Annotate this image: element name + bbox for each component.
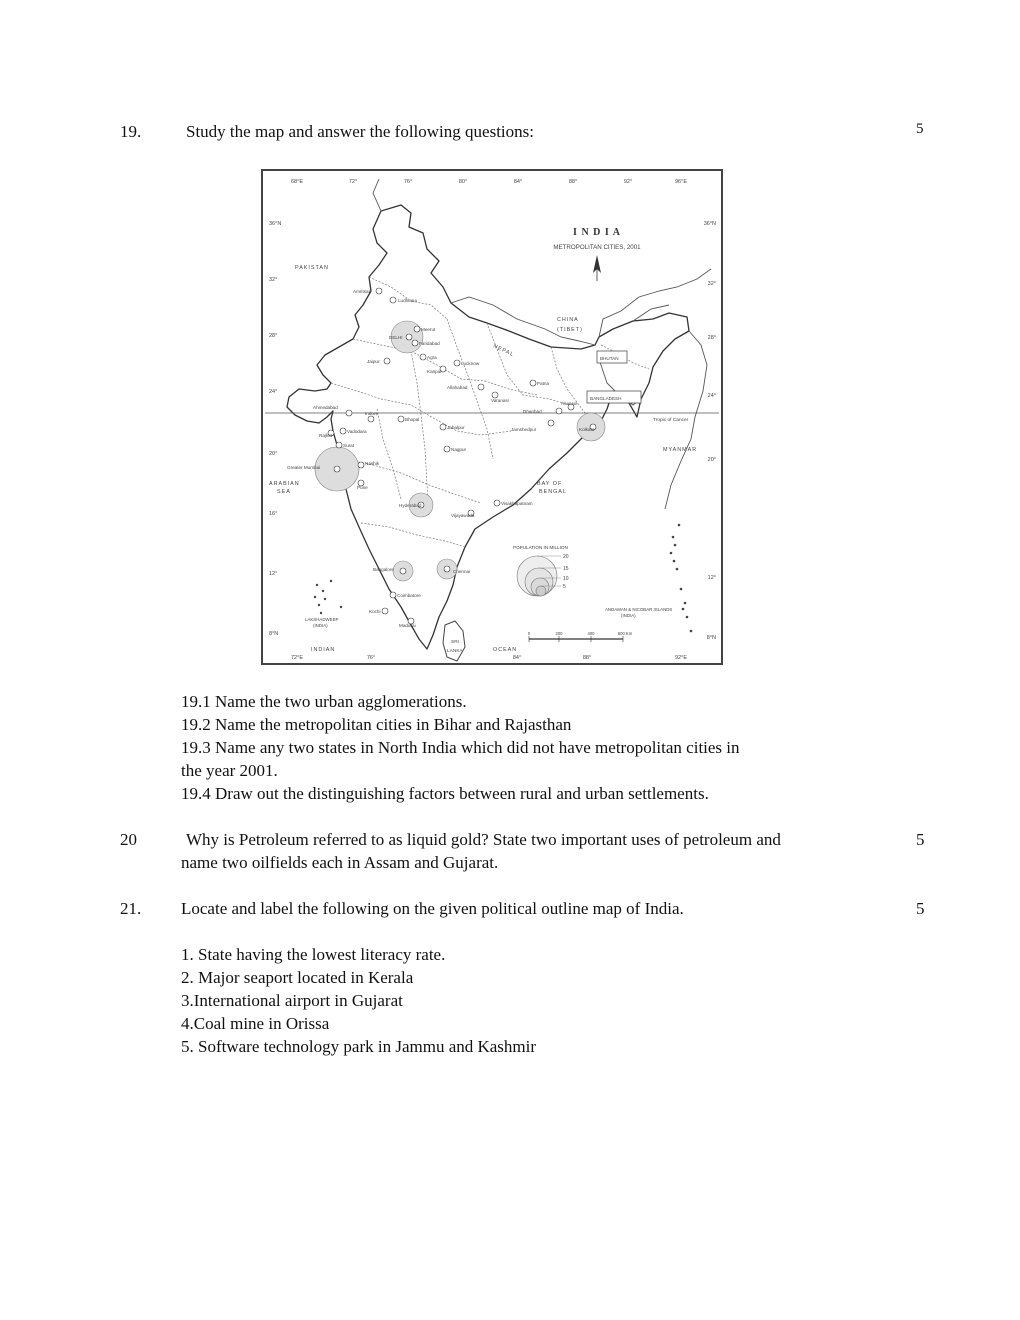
country-label: MYANMAR bbox=[663, 447, 698, 453]
city-label: Allahabad bbox=[447, 385, 468, 390]
sea-label: INDIAN bbox=[311, 647, 336, 653]
tick-right: 36°N bbox=[703, 221, 716, 227]
city-label: Chennai bbox=[453, 569, 471, 574]
city-label: Greater Mumbai bbox=[287, 465, 321, 470]
tick-left: 8°N bbox=[269, 631, 279, 637]
scale-label: 0 bbox=[527, 631, 531, 636]
city-label: Faridabad bbox=[419, 341, 440, 346]
city-label: Madurai bbox=[399, 623, 416, 628]
legend-title: POPULATION IN MILLION bbox=[513, 545, 568, 550]
tick-top: 96°E bbox=[675, 179, 687, 185]
city-label: Bangalore bbox=[373, 567, 394, 572]
tick-bottom: 88° bbox=[582, 655, 592, 661]
scale-label: 200 bbox=[555, 631, 563, 636]
city-label: Ludhiana bbox=[398, 298, 417, 303]
city-label: Hyderabad bbox=[399, 503, 422, 508]
tick-right: 12° bbox=[707, 575, 716, 581]
country-label: (TIBET) bbox=[557, 327, 583, 333]
tick-top: 80° bbox=[458, 179, 468, 185]
tick-top: 72° bbox=[348, 179, 358, 185]
map-subtitle: METROPOLITAN CITIES, 2001 bbox=[553, 244, 641, 251]
city-label: Lucknow bbox=[461, 361, 480, 366]
sea-label: SEA bbox=[277, 489, 291, 495]
city-label: Varanasi bbox=[491, 398, 509, 403]
sea-label: BAY OF bbox=[537, 481, 563, 487]
city-label: Jabalpur bbox=[447, 425, 465, 430]
island-label: LAKSHADWEEP bbox=[305, 617, 339, 622]
country-label: BANGLADESH bbox=[590, 396, 622, 401]
tick-left: 24° bbox=[269, 389, 278, 395]
scale-label: 600 Km bbox=[617, 631, 633, 636]
question-19-number: 19. bbox=[120, 122, 142, 141]
city-label: Kolkata bbox=[579, 427, 595, 432]
city-label: Ahmedabad bbox=[313, 405, 338, 410]
city-label: Indore bbox=[365, 411, 379, 416]
legend-circle-5 bbox=[536, 586, 546, 596]
question-19-1: 19.1 Name the two urban agglomerations. bbox=[181, 692, 467, 711]
question-21-item-2: 2. Major seaport located in Kerala bbox=[181, 968, 414, 987]
sea-label: ARABIAN bbox=[269, 481, 300, 487]
tick-bottom: 84° bbox=[512, 655, 522, 661]
question-20-line2: name two oilfields each in Assam and Gujarat. bbox=[181, 853, 499, 872]
question-21-item-5: 5. Software technology park in Jammu and Kashmir bbox=[181, 1037, 537, 1056]
island-label: ANDAMAN & NICOBAR ISLANDS bbox=[605, 607, 673, 612]
question-20-line1: Why is Petroleum referred to as liquid gold? State two important uses of petroleum and bbox=[186, 830, 781, 849]
tick-top: 84° bbox=[513, 179, 523, 185]
city-label: Vijayawada bbox=[451, 513, 475, 518]
tick-right: 32° bbox=[707, 281, 716, 287]
city-label: Surat bbox=[343, 443, 354, 448]
question-19-text: Study the map and answer the following questions: bbox=[186, 122, 534, 141]
city-label: Patna bbox=[537, 381, 550, 386]
question-21-text: Locate and label the following on the given political outline map of India. bbox=[181, 899, 684, 918]
tick-top: 76° bbox=[403, 179, 413, 185]
city-label: Visakhapatnam bbox=[501, 501, 533, 506]
question-19-2: 19.2 Name the metropolitan cities in Bihar and Rajasthan bbox=[181, 715, 572, 734]
city-label: Agra bbox=[427, 355, 437, 360]
question-21-item-1: 1. State having the lowest literacy rate. bbox=[181, 945, 446, 964]
tick-left: 20° bbox=[269, 451, 278, 457]
scale-label: 400 bbox=[587, 631, 595, 636]
tick-left: 36°N bbox=[269, 221, 282, 227]
question-21-item-4: 4.Coal mine in Orissa bbox=[181, 1014, 330, 1033]
tick-right: 28° bbox=[707, 335, 716, 341]
island-label: (INDIA) bbox=[621, 613, 636, 618]
question-20-marks: 5 bbox=[916, 830, 925, 849]
city-label: Jamshedpur bbox=[511, 427, 537, 432]
question-19-3-continued: the year 2001. bbox=[181, 761, 278, 780]
city-label: Nagpur bbox=[451, 447, 467, 452]
tick-right: 20° bbox=[707, 457, 716, 463]
city-label: Jaipur bbox=[367, 359, 380, 364]
city-label: Vadodara bbox=[347, 429, 367, 434]
city-label: Rajkot bbox=[319, 433, 333, 438]
question-20-number: 20 bbox=[120, 830, 137, 849]
city-label: Bhopal bbox=[405, 417, 420, 422]
legend-value: 5 bbox=[563, 584, 566, 590]
map-title: I N D I A bbox=[573, 227, 621, 238]
tick-bottom: 92°E bbox=[675, 655, 687, 661]
country-label: SRI bbox=[451, 640, 459, 645]
question-19-4: 19.4 Draw out the distinguishing factors between rural and urban settlements. bbox=[181, 784, 709, 803]
city-label: Kochi bbox=[369, 609, 381, 614]
sea-label: OCEAN bbox=[493, 647, 518, 653]
question-21-marks: 5 bbox=[916, 899, 925, 918]
city-label: DELHI bbox=[389, 335, 403, 340]
legend-value: 15 bbox=[563, 566, 569, 572]
tick-left: 28° bbox=[269, 333, 278, 339]
country-label: NEPAL bbox=[492, 343, 515, 359]
city-label: Meerut bbox=[421, 327, 436, 332]
city-label: Nashik bbox=[365, 461, 380, 466]
tick-right: 24° bbox=[707, 393, 716, 399]
tick-left: 12° bbox=[269, 571, 278, 577]
country-label: CHINA bbox=[557, 317, 579, 323]
question-19-marks: 5 bbox=[916, 121, 924, 137]
tick-left: 16° bbox=[269, 511, 278, 517]
country-label: BHUTAN bbox=[600, 356, 619, 361]
city-label: Asansol bbox=[561, 401, 578, 406]
question-19-3: 19.3 Name any two states in North India which did not have metropolitan cities in bbox=[181, 738, 740, 757]
tick-left: 32° bbox=[269, 277, 278, 283]
country-label: LANKA bbox=[447, 649, 463, 654]
city-label: Kanpur bbox=[427, 369, 442, 374]
legend-value: 10 bbox=[563, 576, 569, 582]
tick-bottom: 72°E bbox=[291, 655, 303, 661]
city-label: Dhanbad bbox=[523, 409, 542, 414]
tick-bottom: 76° bbox=[366, 655, 376, 661]
tick-top: 68°E bbox=[291, 179, 303, 185]
question-21-number: 21. bbox=[120, 899, 142, 918]
tick-right: 8°N bbox=[706, 635, 716, 641]
question-21-item-3: 3.International airport in Gujarat bbox=[181, 991, 403, 1010]
tick-top: 88° bbox=[568, 179, 578, 185]
sea-label: BENGAL bbox=[539, 489, 567, 495]
tropic-label: Tropic of Cancer bbox=[653, 418, 689, 423]
india-metropolitan-cities-map bbox=[261, 169, 723, 665]
country-label: PAKISTAN bbox=[295, 265, 329, 271]
legend-value: 20 bbox=[563, 554, 569, 560]
tick-top: 92° bbox=[623, 179, 633, 185]
city-label: Amritsar bbox=[353, 289, 371, 294]
island-label: (INDIA) bbox=[313, 623, 328, 628]
city-label: Coimbatore bbox=[397, 593, 421, 598]
city-label: Pune bbox=[357, 485, 368, 490]
